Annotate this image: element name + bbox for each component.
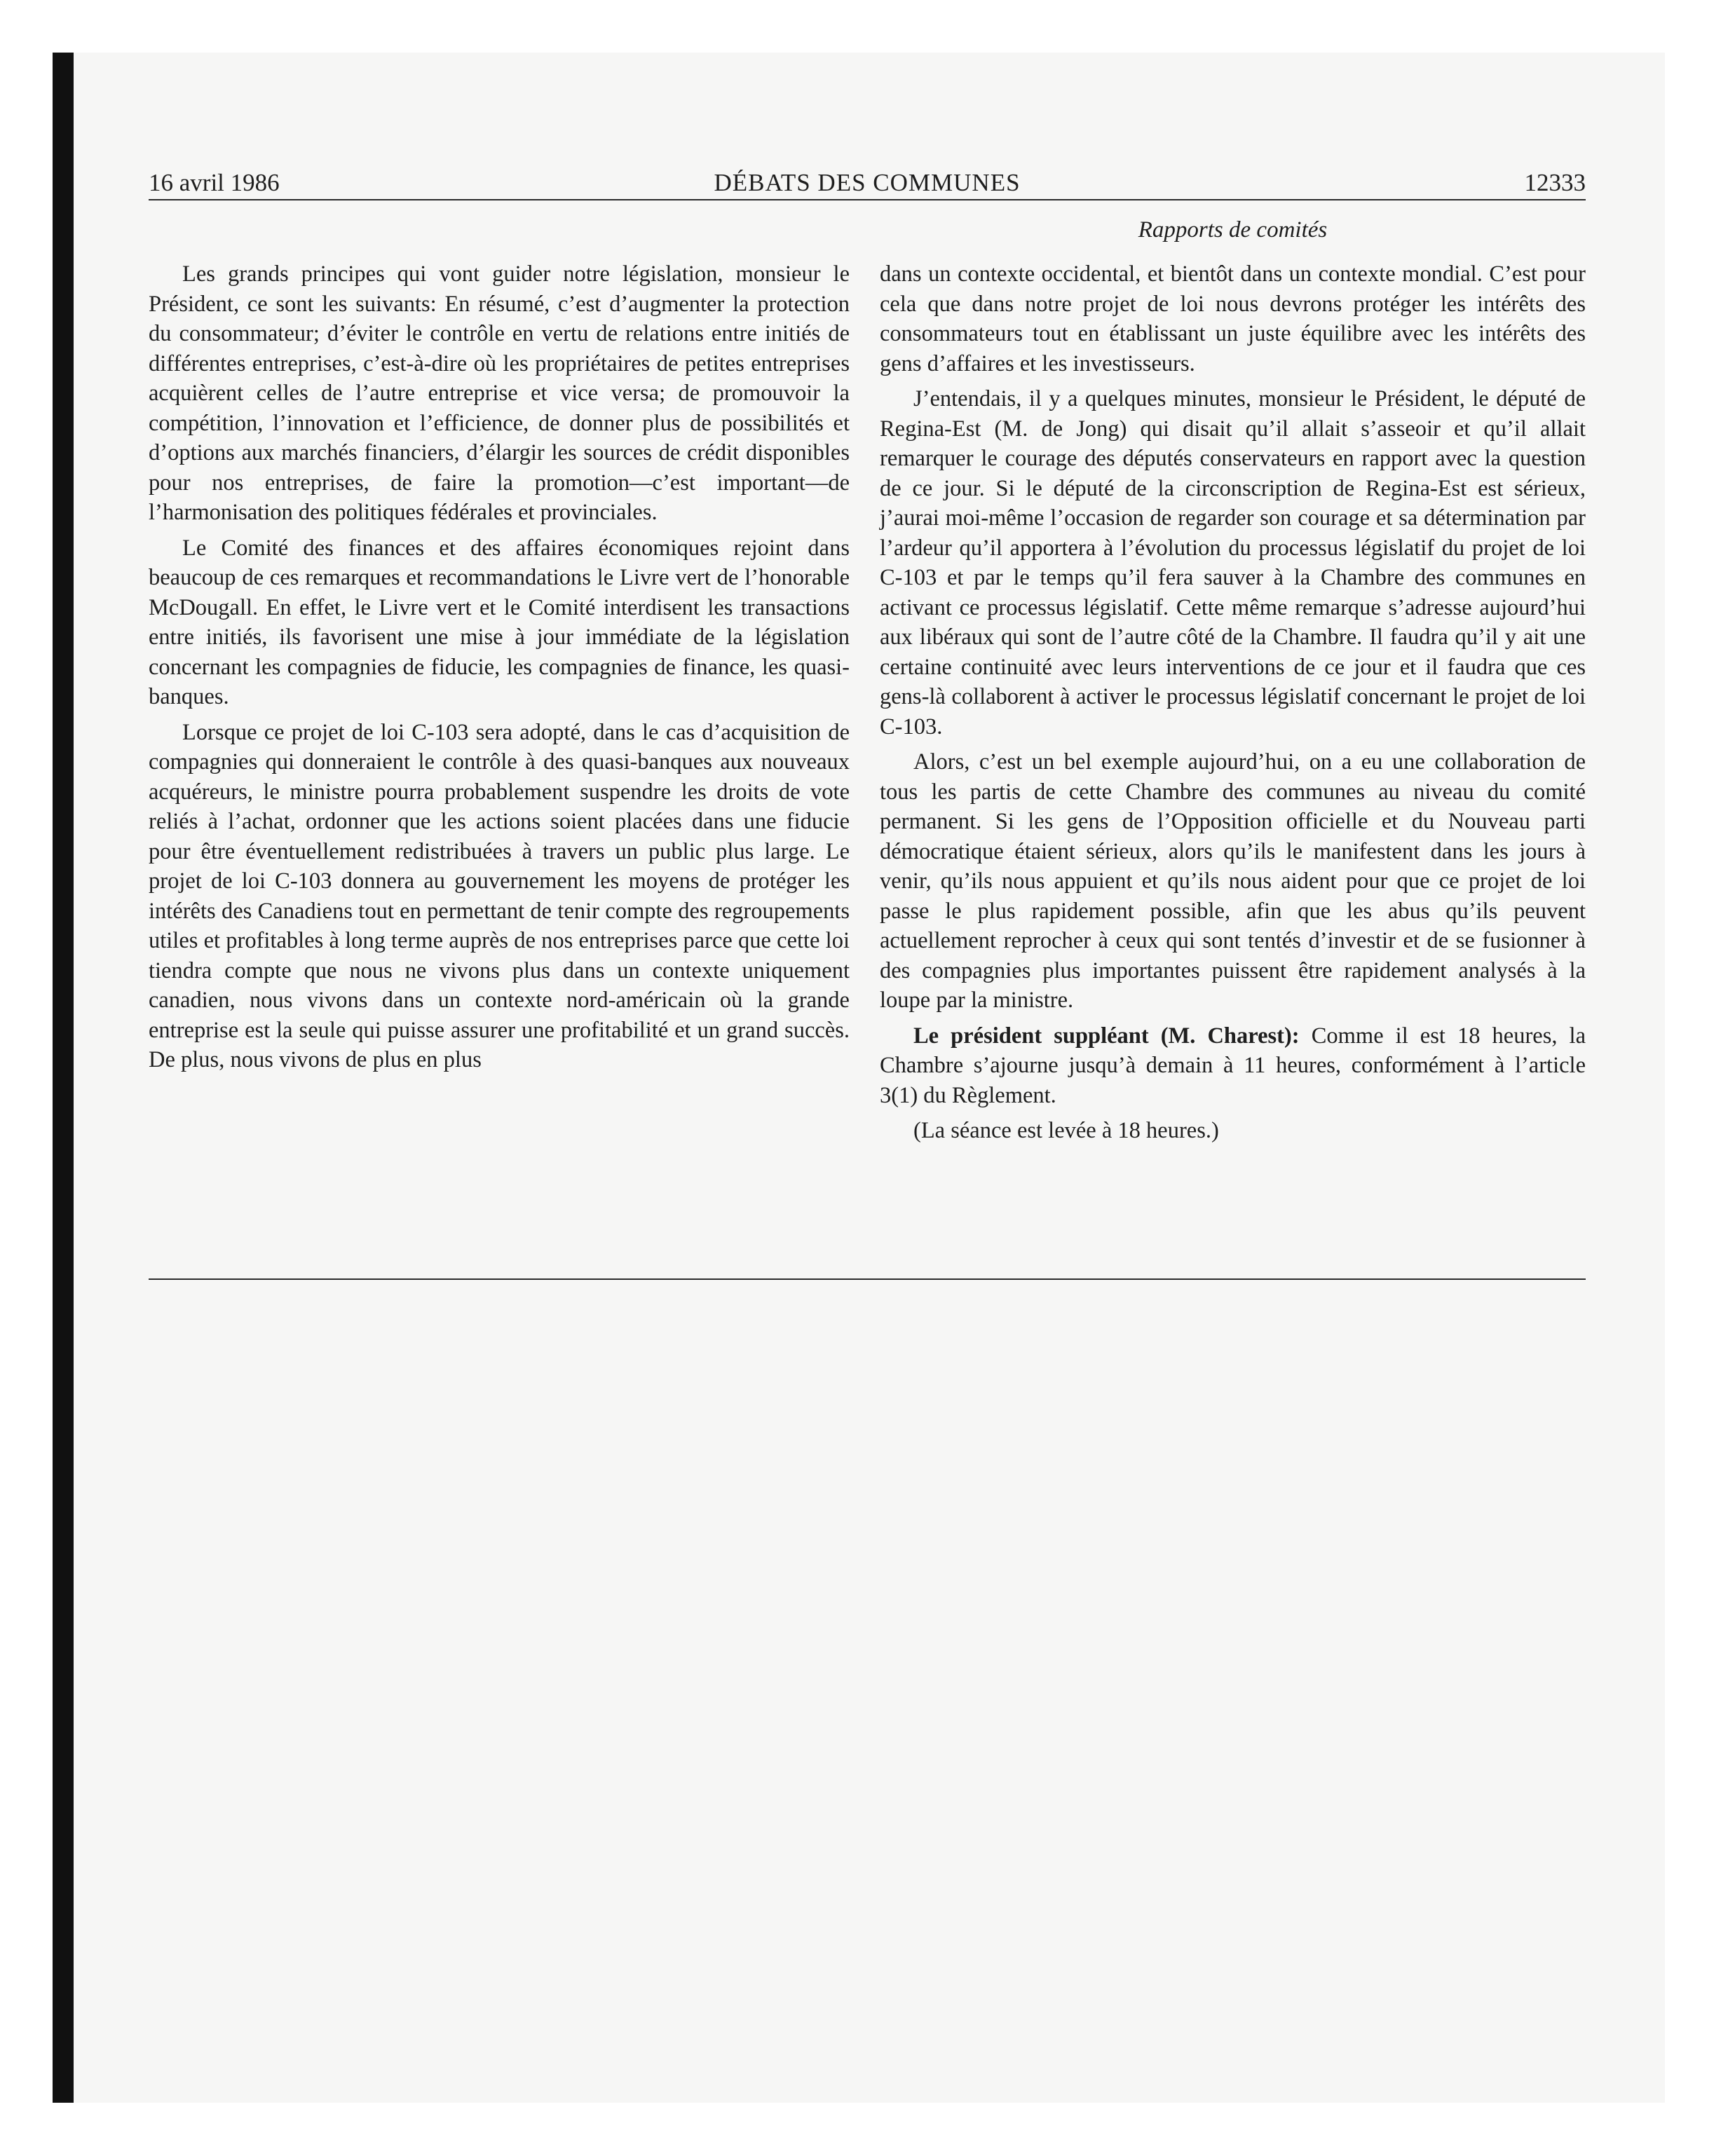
section-title: Rapports de comités	[1138, 217, 1328, 243]
header-title: DÉBATS DES COMMUNES	[714, 169, 1021, 196]
binding-edge	[53, 53, 74, 2103]
sitting-adjourned-note: (La séance est levée à 18 heures.)	[913, 1118, 1219, 1143]
paragraph: Lorsque ce projet de loi C-103 sera adopté, dans le cas d’acquisition de compagnies qui donneraient le contrôle à des quasi-banques aux nouveaux acquéreurs, le ministre pourra probablement suspendre les droits de vote reliés à l’achat, ordonner que les actions soient placées dans une fiducie pour être éventuellement redistribuées à travers un public plus large. Le projet de loi C-103 donnera au gouvernement les moyens de protéger les intérêts des Canadiens tout en permettant de tenir compte des regroupements utiles et profitables à long terme auprès de nos entreprises parce que cette loi tiendra compte que nous ne vivons plus dans un contexte uniquement canadien, nous vivons dans un contexte nord-américain où la grande entreprise est la seule qui puisse assurer une profitabilité et un grand succès. De plus, nous vivons de plus en plus	[149, 719, 850, 1072]
speaker-name: Le président suppléant (M. Charest):	[913, 1023, 1300, 1049]
header-rule	[149, 199, 1586, 200]
paragraph: Les grands principes qui vont guider notre législation, monsieur le Président, ce sont les suivants: En résumé, c’est d’augmenter la protection du consommateur; d’éviter le contrôle en vertu de relations entre initiés de différentes entreprises, c’est-à-dire où les propriétaires de petites entreprises acquièrent celles de l’autre entreprise et vice versa; de promouvoir la compétition, l’innovation et l’efficience, de donner plus de possibilités et d’options aux marchés financiers, d’élargir les sources de crédit disponibles pour nos entreprises, de faire la promotion—c’est important—de l’harmonisation des politiques fédérales et provinciales.	[149, 261, 850, 525]
header-date: 16 avril 1986	[149, 169, 280, 196]
page-header	[149, 165, 1586, 200]
page-number: 12333	[1524, 169, 1586, 196]
paragraph: Le Comité des finances et des affaires économiques rejoint dans beaucoup de ces remarques et recommandations le Livre vert de l’honorable McDougall. En effet, le Livre vert et le Comité interdisent les transactions entre initiés, ils favorisent une mise à jour immédiate de la législation concernant les compagnies de fiducie, les compagnies de finance, les quasi-banques.	[149, 535, 850, 709]
speaker-text: Comme il est 18 heures, la Chambre s’ajourne jusqu’à demain à 11 heures, conformément à l’article 3(1) du Règlement.	[880, 1023, 1586, 1108]
paragraph: J’entendais, il y a quelques minutes, monsieur le Président, le député de Regina-Est (M. de Jong) qui disait qu’il allait s’asseoir et qu’il allait remarquer le courage des députés conservateurs en rapport avec la question de ce jour. Si le député de la circonscription de Regina-Est est sérieux, j’aurai moi-même l’occasion de regarder son courage et sa détermination par l’ardeur qu’il apportera à l’évolution du processus législatif du projet de loi C-103 et par le temps qu’il fera sauver à la Chambre des communes en activant ce processus législatif. Cette même remarque s’adresse aujourd’hui aux libéraux qui sont de l’autre côté de la Chambre. Il faudra qu’il y ait une certaine continuité avec leurs interventions de ce jour et il faudra que ces gens-là collaborent à activer le processus législatif concernant le projet de loi C-103.	[880, 386, 1586, 739]
left-column	[149, 259, 850, 1081]
paragraph: Alors, c’est un bel exemple aujourd’hui, on a eu une collaboration de tous les partis de cette Chambre des communes au niveau du comité permanent. Si les gens de l’Opposition officielle et du Nouveau parti démocratique étaient sérieux, alors qu’ils le manifestent dans les jours à venir, qu’ils nous appuient et qu’ils nous aident pour que ce projet de loi passe le plus rapidement possible, afin que les abus qu’ils peuvent actuellement reprocher à ceux qui sont tentés d’investir et de se fusionner à des compagnies plus importantes puissent être rapidement analysés à la loupe par la ministre.	[880, 749, 1586, 1013]
speaker-paragraph	[880, 1021, 1586, 1111]
paragraph-continued: dans un contexte occidental, et bientôt dans un contexte mondial. C’est pour cela que dans notre projet de loi nous devrons protéger les intérêts des consommateurs tout en établissant un juste équilibre avec les intérêts des gens d’affaires et les investisseurs.	[880, 261, 1586, 376]
end-rule	[149, 1278, 1586, 1280]
right-column	[880, 259, 1586, 1152]
